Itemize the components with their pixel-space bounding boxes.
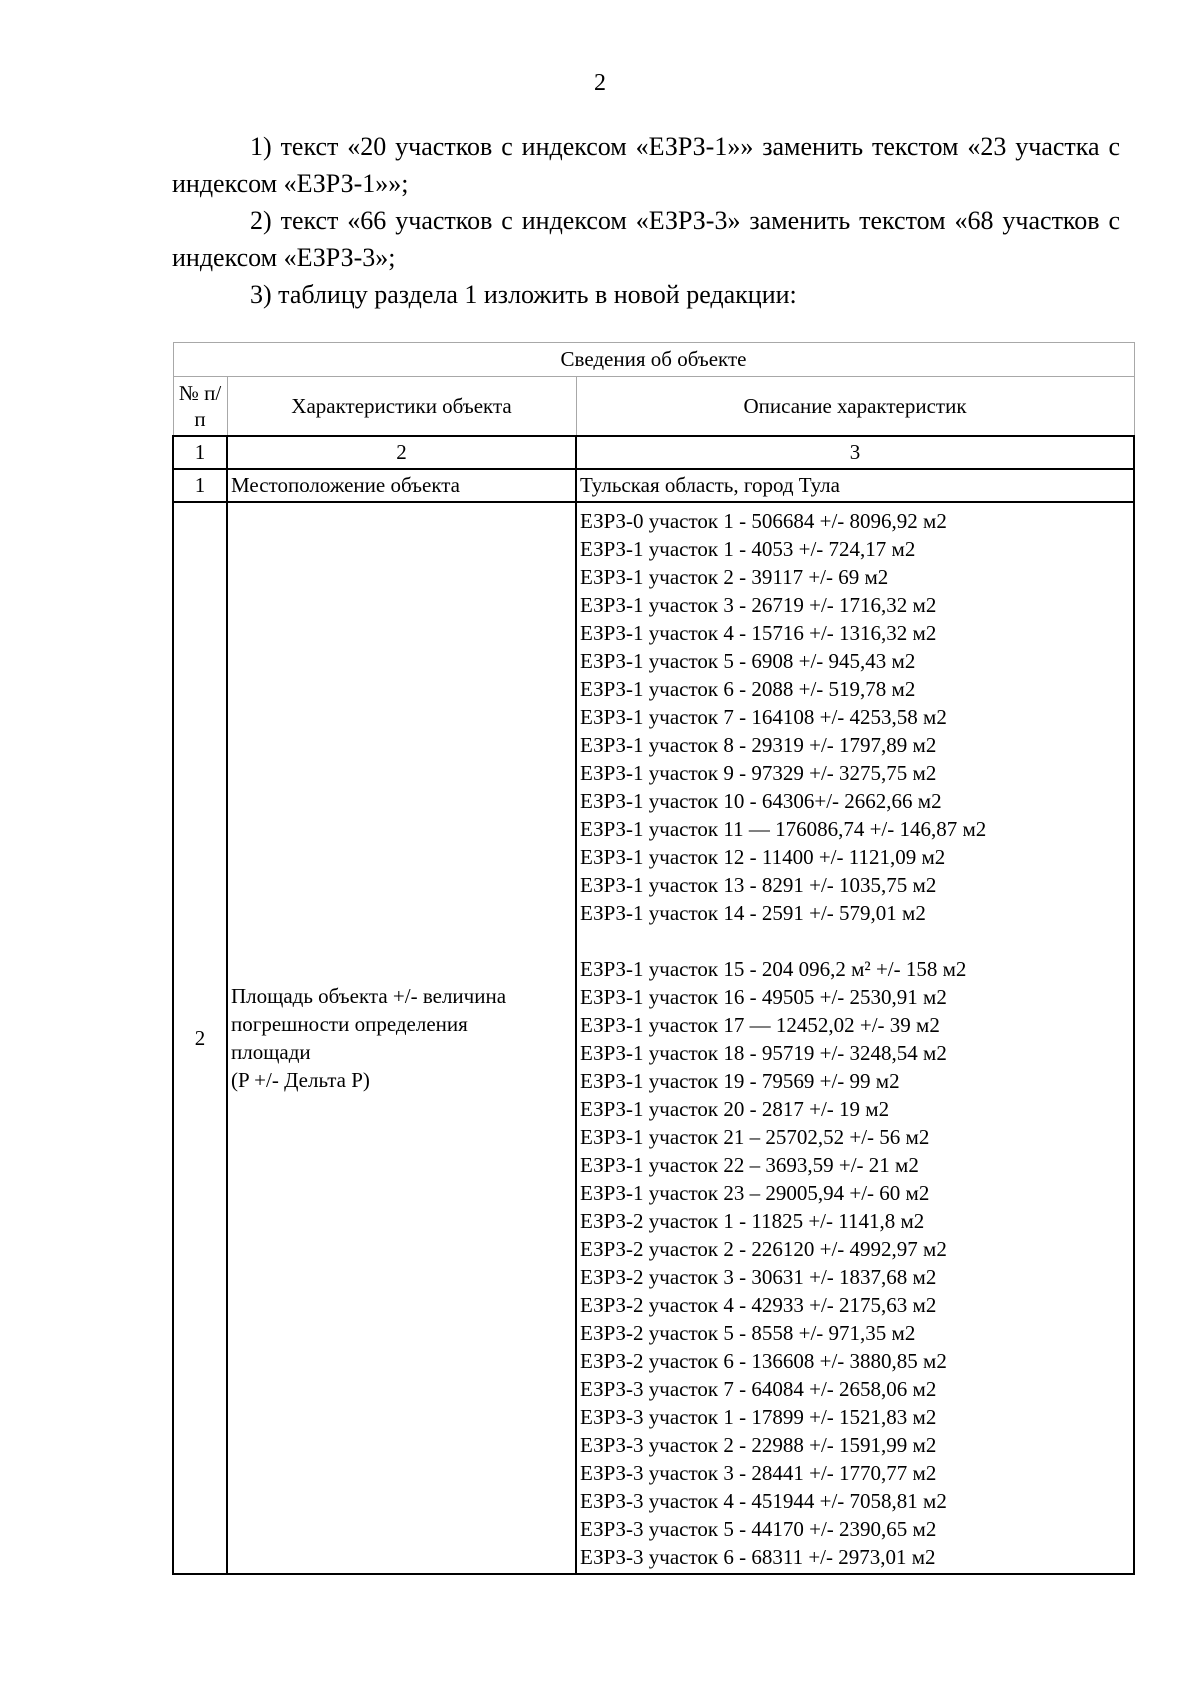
area-value-line: ЕЗРЗ-1 участок 14 - 2591 +/- 579,01 м2 [580,901,926,925]
area-value-line: ЕЗРЗ-2 участок 4 - 42933 +/- 2175,63 м2 [580,1293,937,1317]
area-value-line: ЕЗРЗ-1 участок 7 - 164108 +/- 4253,58 м2 [580,705,947,729]
page-number: 2 [594,70,606,96]
area-value-line: ЕЗРЗ-1 участок 10 - 64306+/- 2662,66 м2 [580,789,942,813]
area-values-cell [576,502,1134,1574]
characteristic-line: Площадь объекта +/- величина [231,984,507,1008]
column-number-3: 3 [576,436,1134,469]
table-header-row [173,377,1134,437]
characteristic-line: (P +/- Дельта P) [231,1068,370,1092]
description-cell: Тульская область, город Тула [576,469,1134,502]
blank-line [580,927,1130,955]
area-value-line: ЕЗРЗ-1 участок 16 - 49505 +/- 2530,91 м2 [580,985,947,1009]
amendment-paragraph-1: 1) текст «20 участков с индексом «ЕЗРЗ-1»» заменить текстом «23 участка с индексом «ЕЗРЗ-1»»; [172,132,1120,198]
object-info-table [172,342,1135,1575]
area-value-line: ЕЗРЗ-1 участок 4 - 15716 +/- 1316,32 м2 [580,621,937,645]
area-value-line: ЕЗРЗ-3 участок 2 - 22988 +/- 1591,99 м2 [580,1433,937,1457]
area-value-line: ЕЗРЗ-1 участок 22 – 3693,59 +/- 21 м2 [580,1153,919,1177]
area-value-line: ЕЗРЗ-3 участок 4 - 451944 +/- 7058,81 м2 [580,1489,947,1513]
area-value-line: ЕЗРЗ-0 участок 1 - 506684 +/- 8096,92 м2 [580,509,947,533]
row-number: 1 [173,469,227,502]
area-value-line: ЕЗРЗ-3 участок 6 - 68311 +/- 2973,01 м2 [580,1545,936,1569]
area-value-line: ЕЗРЗ-1 участок 12 - 11400 +/- 1121,09 м2 [580,845,946,869]
characteristic-cell: Местоположение объекта [227,469,576,502]
amendment-paragraph-2: 2) текст «66 участков с индексом «ЕЗРЗ-3» заменить текстом «68 участков с индексом «ЕЗРЗ-3»; [172,206,1120,272]
column-number-2: 2 [227,436,576,469]
row-number: 2 [173,502,227,1574]
area-value-line: ЕЗРЗ-1 участок 21 – 25702,52 +/- 56 м2 [580,1125,930,1149]
amendment-paragraph-3: 3) таблицу раздела 1 изложить в новой редакции: [250,280,797,309]
characteristic-line: площади [231,1040,311,1064]
table-row [173,469,1134,502]
area-value-line: ЕЗРЗ-1 участок 15 - 204 096,2 м² +/- 158 м2 [580,957,967,981]
column-number-1: 1 [173,436,227,469]
area-value-line: ЕЗРЗ-3 участок 5 - 44170 +/- 2390,65 м2 [580,1517,937,1541]
area-value-line: ЕЗРЗ-2 участок 5 - 8558 +/- 971,35 м2 [580,1321,916,1345]
header-number: № п/п [173,377,227,437]
characteristic-line: погрешности определения [231,1012,468,1036]
area-value-line: ЕЗРЗ-1 участок 18 - 95719 +/- 3248,54 м2 [580,1041,947,1065]
area-value-line: ЕЗРЗ-1 участок 20 - 2817 +/- 19 м2 [580,1097,890,1121]
area-value-line: ЕЗРЗ-1 участок 8 - 29319 +/- 1797,89 м2 [580,733,937,757]
characteristic-cell [227,502,576,1574]
area-value-line: ЕЗРЗ-2 участок 3 - 30631 +/- 1837,68 м2 [580,1265,937,1289]
area-value-line: ЕЗРЗ-1 участок 11 — 176086,74 +/- 146,87 м2 [580,817,987,841]
header-characteristics: Характеристики объекта [227,377,576,437]
amendment-paragraphs [172,128,1120,313]
area-value-line: ЕЗРЗ-1 участок 9 - 97329 +/- 3275,75 м2 [580,761,937,785]
area-value-line: ЕЗРЗ-2 участок 2 - 226120 +/- 4992,97 м2 [580,1237,947,1261]
area-value-line: ЕЗРЗ-1 участок 17 — 12452,02 +/- 39 м2 [580,1013,940,1037]
area-value-line: ЕЗРЗ-2 участок 1 - 11825 +/- 1141,8 м2 [580,1209,925,1233]
table-row [173,502,1134,1574]
column-number-row [173,436,1134,469]
area-value-line: ЕЗРЗ-1 участок 23 – 29005,94 +/- 60 м2 [580,1181,930,1205]
area-value-line: ЕЗРЗ-1 участок 19 - 79569 +/- 99 м2 [580,1069,900,1093]
table-caption-row [173,343,1134,377]
area-value-line: ЕЗРЗ-1 участок 1 - 4053 +/- 724,17 м2 [580,537,916,561]
area-value-line: ЕЗРЗ-3 участок 1 - 17899 +/- 1521,83 м2 [580,1405,937,1429]
area-value-line: ЕЗРЗ-2 участок 6 - 136608 +/- 3880,85 м2 [580,1349,947,1373]
table-caption: Сведения об объекте [173,343,1134,377]
area-value-line: ЕЗРЗ-1 участок 3 - 26719 +/- 1716,32 м2 [580,593,937,617]
area-value-line: ЕЗРЗ-1 участок 5 - 6908 +/- 945,43 м2 [580,649,916,673]
area-value-line: ЕЗРЗ-1 участок 13 - 8291 +/- 1035,75 м2 [580,873,937,897]
area-value-line: ЕЗРЗ-1 участок 2 - 39117 +/- 69 м2 [580,565,889,589]
header-description: Описание характеристик [576,377,1134,437]
area-value-line: ЕЗРЗ-3 участок 7 - 64084 +/- 2658,06 м2 [580,1377,937,1401]
area-value-line: ЕЗРЗ-3 участок 3 - 28441 +/- 1770,77 м2 [580,1461,937,1485]
area-value-line: ЕЗРЗ-1 участок 6 - 2088 +/- 519,78 м2 [580,677,916,701]
